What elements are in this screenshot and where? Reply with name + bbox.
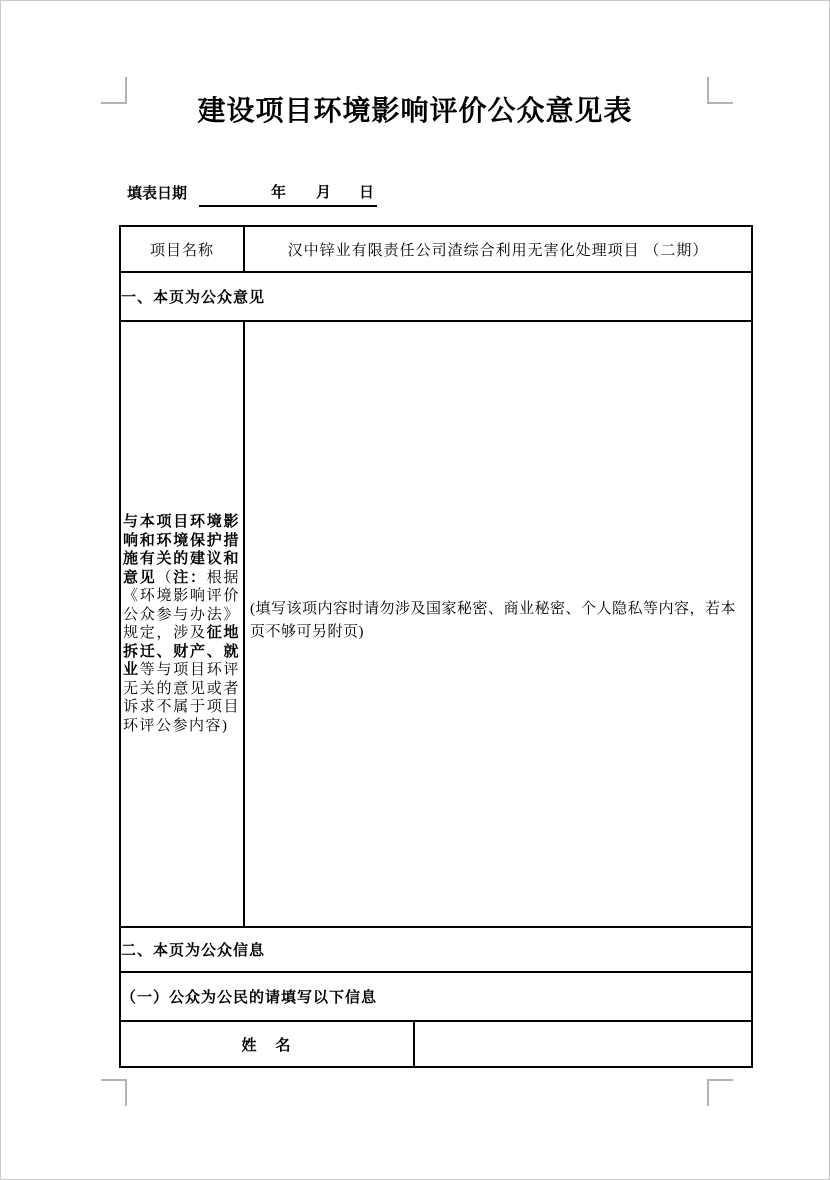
- form-title: 建设项目环境影响评价公众意见表: [197, 96, 633, 127]
- section-info-subheading-row: [120, 972, 752, 1021]
- opinion-confidentiality-note: (填写该项内容时请勿涉及国家秘密、商业秘密、个人隐私等内容，若本页不够可另附页): [250, 600, 736, 640]
- opinion-row: [120, 321, 752, 927]
- opinion-label-text: 与本项目环境影响和环境保护措施有关的建议和意见（注：根据《环境影响评价公众参与办法》规定，涉及征地拆迁、财产、就业等与项目环评无关的意见或者诉求不属于项目环评公参内容): [123, 514, 240, 734]
- month-unit-label: 月: [316, 185, 332, 201]
- section-info-heading-row: [120, 927, 752, 972]
- margin-crop-mark-bottom-right: [707, 1079, 733, 1106]
- section-opinion-heading-row: [120, 272, 752, 321]
- name-input-cell[interactable]: [414, 1021, 752, 1067]
- name-row: [120, 1021, 752, 1067]
- margin-crop-mark-top-right: [707, 77, 733, 104]
- project-name-label: 项目名称: [120, 226, 244, 272]
- margin-crop-mark-top-left: [101, 77, 127, 104]
- opinion-form-table: [119, 225, 753, 1068]
- section-info-subheading: （一）公众为公民的请填写以下信息: [120, 972, 752, 1021]
- section-info-heading: 二、本页为公众信息: [120, 927, 752, 972]
- name-label: 姓 名: [120, 1021, 414, 1067]
- opinion-label-cell: [120, 321, 244, 927]
- opinion-input-area[interactable]: [244, 321, 752, 927]
- fill-date-blank-field[interactable]: [199, 179, 377, 207]
- section-opinion-heading: 一、本页为公众意见: [120, 272, 752, 321]
- margin-crop-mark-bottom-left: [101, 1079, 127, 1106]
- fill-date-line: [127, 179, 829, 206]
- fill-date-label: 填表日期: [127, 186, 188, 202]
- year-unit-label: 年: [271, 185, 287, 201]
- day-unit-label: 日: [359, 185, 375, 201]
- project-name-value: 汉中锌业有限责任公司渣综合利用无害化处理项目 （二期）: [244, 226, 752, 272]
- project-name-row: [120, 226, 752, 272]
